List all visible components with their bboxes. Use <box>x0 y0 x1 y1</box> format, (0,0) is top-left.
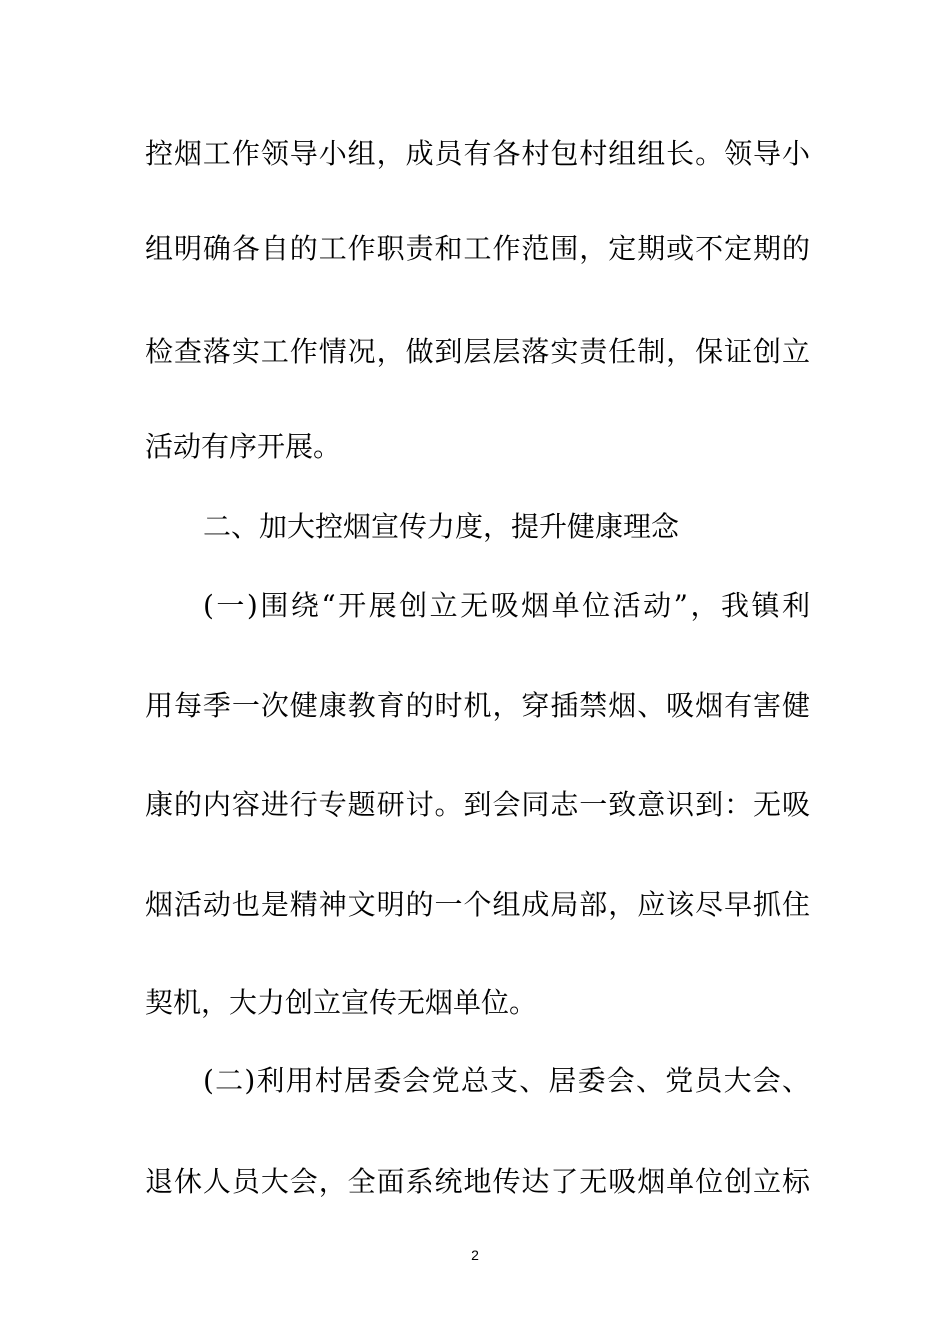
body-text-line: (二)利用村居委会党总支、居委会、党员大会、 <box>203 1064 810 1097</box>
body-text-line: 康的内容进行专题研讨。到会同志一致意识到：无吸 <box>145 788 810 821</box>
body-text-line: 组明确各自的工作职责和工作范围，定期或不定期的 <box>145 232 810 265</box>
body-text-line: 控烟工作领导小组，成员有各村包村组组长。领导小 <box>145 137 810 170</box>
body-text-line: 烟活动也是精神文明的一个组成局部，应该尽早抓住 <box>145 888 810 921</box>
body-text-line: 检查落实工作情况，做到层层落实责任制，保证创立 <box>145 335 810 368</box>
section-heading: 二、加大控烟宣传力度，提升健康理念 <box>203 510 680 543</box>
body-text-line: 用每季一次健康教育的时机，穿插禁烟、吸烟有害健 <box>145 689 810 722</box>
body-text-line: 退休人员大会，全面系统地传达了无吸烟单位创立标 <box>145 1165 810 1198</box>
body-text-line: 契机，大力创立宣传无烟单位。 <box>145 986 538 1019</box>
body-text-line: (一)围绕“开展创立无吸烟单位活动”，我镇利 <box>203 589 810 622</box>
page-number: 2 <box>471 1247 479 1263</box>
body-text-line: 活动有序开展。 <box>145 430 342 463</box>
